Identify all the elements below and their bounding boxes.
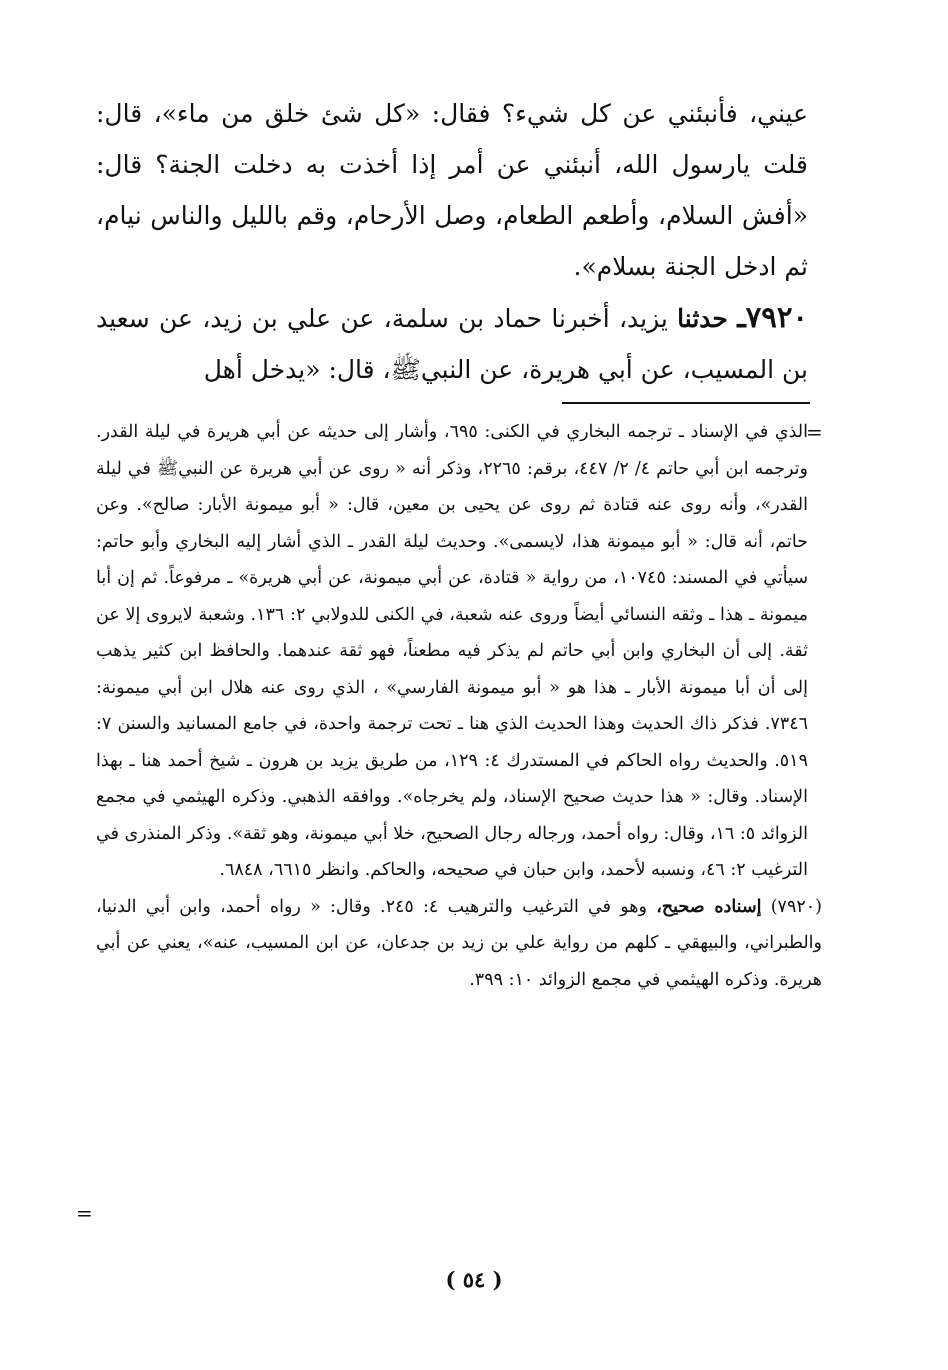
intro-paragraph: عيني، فأنبئني عن كل شيء؟ فقال: «كل شئ خلق من ماء»، قال: قلت يارسول الله، أنبئني عن أمر إذا أخذت به دخلت الجنة؟ قال: «أفش السلام، وأطعم الطعام، وصل الأرحام، وقم بالليل والناس نيام، ثم ادخل الجنة بسلام». bbox=[96, 99, 808, 281]
footnote-number: (٧٩٢٠) bbox=[770, 896, 822, 917]
continuation-mark-end: = bbox=[76, 1201, 93, 1225]
hadith-paragraph bbox=[96, 292, 808, 395]
continuation-mark: = bbox=[806, 420, 823, 444]
hadith-number: ٧٩٢٠ـ bbox=[737, 300, 808, 334]
footnote-grade: إسناده صحيح، bbox=[656, 896, 762, 917]
hadith-text: يزيد، أخبرنا حماد بن سلمة، عن علي بن زيد، عن سعيد بن المسيب، عن أبي هريرة، عن النبيﷺ، قال: «يدخل أهل bbox=[96, 304, 808, 384]
footnotes bbox=[96, 414, 822, 998]
main-text bbox=[96, 88, 808, 395]
hadith-opener: حدثنا bbox=[677, 304, 728, 333]
page-number: ( ٥٤ ) bbox=[445, 1267, 503, 1292]
footnote-first: الذي في الإسناد ـ ترجمه البخاري في الكنى: ٦٩٥، وأشار إلى حديثه عن أبي هريرة في ليلة القدر. وترجمه ابن أبي حاتم ٤/ ٢/ ٤٤٧، برقم: ٢٢٦٥، وذكر أنه « روى عن أبي هريرة عن النبيﷺ في ليلة القدر»، وأنه روى عنه قتادة ثم روى عن يحيى بن معين، قال: « أبو ميمونة الأبار: صالح». وعن حاتم، أنه قال: « أبو ميمونة هذا، لايسمى». وحديث ليلة القدر ـ الذي أشار إليه البخاري وأبو حاتم: سيأتي في المسند: ١٠٧٤٥، من رواية « قتادة، عن أبي ميمونة، عن أبي هريرة» ـ مرفوعاً. ثم إن أبا ميمونة ـ هذا ـ وثقه النسائي أيضاً وروى عنه شعبة، في الكنى للدولابي ٢: ١٣٦. وشعبة لايروى إلا عن ثقة. إلى أن البخاري وابن أبي حاتم لم يذكر فيه مطعناً، فهو ثقة عندهما. والحافظ ابن كثير يذهب إلى أن أبا ميمونة الأبار ـ هذا هو « أبو ميمونة الفارسي» ، الذي روى عنه هلال ابن أبي ميمونة: ٧٣٤٦. فذكر ذاك الحديث وهذا الحديث الذي هنا ـ تحت ترجمة واحدة، في جامع المسانيد والسنن ٧: ٥١٩. والحديث رواه الحاكم في المستدرك ٤: ١٢٩، من طريق يزيد بن هرون ـ شيخ أحمد هنا ـ بهذا الإسناد. وقال: « هذا حديث صحيح الإسناد، ولم يخرجاه». ووافقه الذهبي. وذكره الهيثمي في مجمع الزوائد ٥: ١٦، وقال: رواه أحمد، ورجاله رجال الصحيح، خلا أبي ميمونة، وهو ثقة». وذكر المنذرى في الترغيب ٢: ٤٦، ونسبه لأحمد، وابن حبان في صحيحه، والحاكم. وانظر ٦٦١٥، ٦٨٤٨. bbox=[96, 422, 808, 880]
footnote-separator bbox=[562, 402, 810, 404]
footnote-second-text: وهو في الترغيب والترهيب ٤: ٢٤٥. وقال: « رواه أحمد، وابن أبي الدنيا، والطبراني، والبيهقي ـ كلهم من رواية علي بن زيد بن جدعان، عن ابن المسيب، عنه»، يعني عن أبي هريرة. وذكره الهيثمي في مجمع الزوائد ١٠: ٣٩٩. bbox=[96, 896, 822, 990]
footnote-second bbox=[96, 889, 822, 999]
